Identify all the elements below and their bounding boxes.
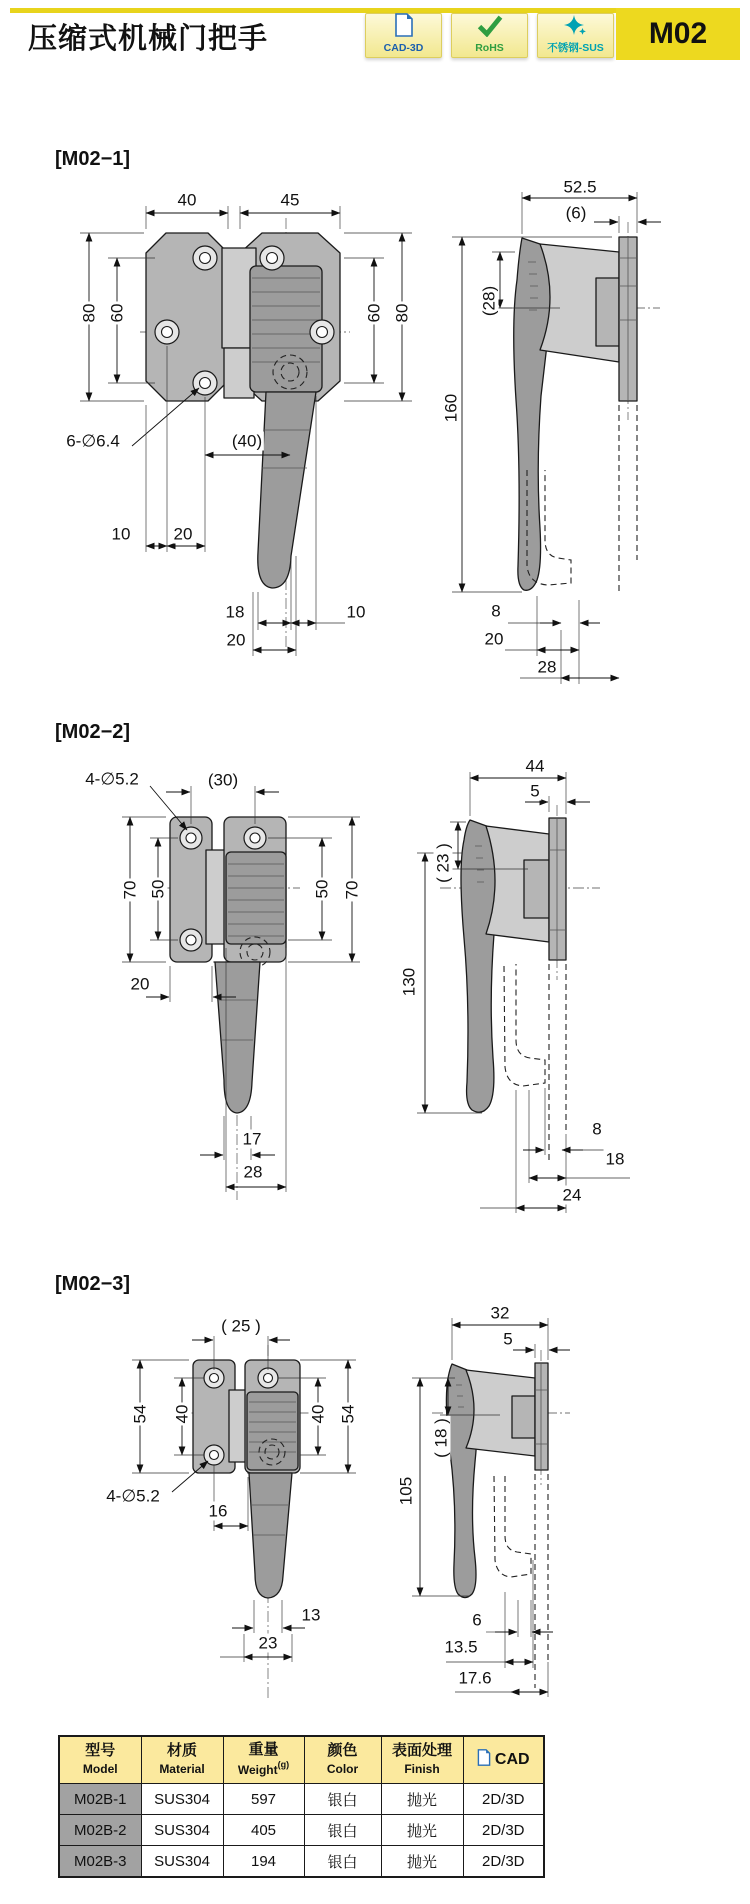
finish-cell: 抛光 bbox=[381, 1784, 463, 1815]
dim-label: ( 18 ) bbox=[431, 1418, 451, 1458]
dim-label: 28 bbox=[537, 657, 557, 677]
col-header-model: 型号 Model bbox=[59, 1736, 141, 1784]
weight-cell: 597 bbox=[223, 1784, 304, 1815]
dim-label: 105 bbox=[396, 1476, 416, 1506]
model-cell: M02B-3 bbox=[59, 1846, 141, 1878]
badge-label: CAD-3D bbox=[383, 42, 424, 54]
dim-label: 60 bbox=[107, 303, 127, 323]
dim-label: 40 bbox=[308, 1404, 328, 1424]
dim-label: 45 bbox=[280, 190, 300, 210]
color-cell: 银白 bbox=[304, 1846, 381, 1878]
dim-label: (28) bbox=[479, 285, 499, 317]
dim-label: 54 bbox=[130, 1404, 150, 1424]
dim-label: 10 bbox=[111, 524, 131, 544]
dim-label: 5 bbox=[530, 781, 540, 801]
cad-link-cell[interactable]: 2D/3D bbox=[463, 1815, 544, 1846]
dim-label: 20 bbox=[130, 974, 150, 994]
dim-label: 13.5 bbox=[444, 1637, 478, 1657]
page-code-badge: M02 bbox=[616, 8, 740, 60]
dim-label: ( 23 ) bbox=[433, 843, 453, 883]
dim-label: (6) bbox=[565, 203, 587, 223]
dim-label: (30) bbox=[207, 770, 239, 790]
badge-label: 不锈钢-SUS bbox=[547, 42, 604, 54]
col-header-finish: 表面处理 Finish bbox=[381, 1736, 463, 1784]
dim-label: 23 bbox=[258, 1633, 278, 1653]
dim-label: 17.6 bbox=[458, 1668, 492, 1688]
m02-3-front-view bbox=[132, 1336, 356, 1700]
weight-cell: 194 bbox=[223, 1846, 304, 1878]
dim-label: 28 bbox=[243, 1162, 263, 1182]
hole-callout: 4-∅5.2 bbox=[106, 1486, 160, 1506]
model-cell: M02B-1 bbox=[59, 1784, 141, 1815]
badge-label: RoHS bbox=[475, 42, 504, 54]
dim-label: 18 bbox=[605, 1149, 625, 1169]
dim-label: 20 bbox=[173, 524, 193, 544]
dim-label: 70 bbox=[342, 880, 362, 900]
m02-3-side-view bbox=[412, 1318, 570, 1697]
color-cell: 银白 bbox=[304, 1815, 381, 1846]
color-cell: 银白 bbox=[304, 1784, 381, 1815]
page-title: 压缩式机械门把手 bbox=[28, 23, 269, 55]
spec-table bbox=[58, 1735, 545, 1878]
col-header-cad: CAD bbox=[463, 1736, 544, 1784]
dim-label: 70 bbox=[120, 880, 140, 900]
dim-label: 13 bbox=[301, 1605, 321, 1625]
finish-cell: 抛光 bbox=[381, 1815, 463, 1846]
dim-label: 160 bbox=[441, 393, 461, 423]
table-header-row bbox=[59, 1736, 544, 1784]
material-cell: SUS304 bbox=[141, 1815, 223, 1846]
dim-label: 40 bbox=[172, 1404, 192, 1424]
dim-label: 130 bbox=[399, 967, 419, 997]
material-cell: SUS304 bbox=[141, 1846, 223, 1878]
model-cell: M02B-2 bbox=[59, 1815, 141, 1846]
table-row bbox=[59, 1846, 544, 1878]
dim-label: 5 bbox=[503, 1329, 513, 1349]
m02-1-side-view bbox=[452, 192, 661, 684]
dim-label: 16 bbox=[208, 1501, 228, 1521]
hole-callout: 6-∅6.4 bbox=[66, 431, 120, 451]
section-label-m02-1: [M02−1] bbox=[55, 148, 131, 170]
table-row bbox=[59, 1815, 544, 1846]
col-header-weight: 重量 Weight$^{(g)}$ bbox=[223, 1736, 304, 1784]
dim-label: 32 bbox=[490, 1303, 510, 1323]
dim-label: 6 bbox=[472, 1610, 482, 1630]
dim-label: 24 bbox=[562, 1185, 582, 1205]
finish-cell: 抛光 bbox=[381, 1846, 463, 1878]
dim-label: 8 bbox=[592, 1119, 602, 1139]
section-label-m02-2: [M02−2] bbox=[55, 721, 131, 743]
material-cell: SUS304 bbox=[141, 1784, 223, 1815]
cad-document-icon bbox=[477, 1749, 491, 1771]
dim-label: 18 bbox=[225, 602, 245, 622]
dim-label: ( 25 ) bbox=[221, 1316, 261, 1336]
hole-callout: 4-∅5.2 bbox=[85, 769, 139, 789]
dim-label: 50 bbox=[312, 879, 332, 899]
dim-label: 60 bbox=[364, 303, 384, 323]
dim-label: 40 bbox=[177, 190, 197, 210]
dim-label: 52.5 bbox=[563, 177, 597, 197]
dim-label: 10 bbox=[346, 602, 366, 622]
cad-link-cell[interactable]: 2D/3D bbox=[463, 1846, 544, 1878]
dim-label: 80 bbox=[79, 303, 99, 323]
cad-link-cell[interactable]: 2D/3D bbox=[463, 1784, 544, 1815]
dim-label: 50 bbox=[148, 879, 168, 899]
dim-label: 20 bbox=[226, 630, 246, 650]
m02-2-side-view bbox=[417, 772, 630, 1213]
dim-label: 8 bbox=[491, 601, 501, 621]
col-header-material: 材质 Material bbox=[141, 1736, 223, 1784]
dim-label: 20 bbox=[484, 629, 504, 649]
dim-label: (40) bbox=[231, 431, 263, 451]
table-row bbox=[59, 1784, 544, 1815]
weight-cell: 405 bbox=[223, 1815, 304, 1846]
dim-label: 54 bbox=[338, 1404, 358, 1424]
dim-label: 17 bbox=[242, 1129, 262, 1149]
section-label-m02-3: [M02−3] bbox=[55, 1273, 131, 1295]
col-header-color: 颜色 Color bbox=[304, 1736, 381, 1784]
dim-label: 44 bbox=[525, 756, 545, 776]
dim-label: 80 bbox=[392, 303, 412, 323]
